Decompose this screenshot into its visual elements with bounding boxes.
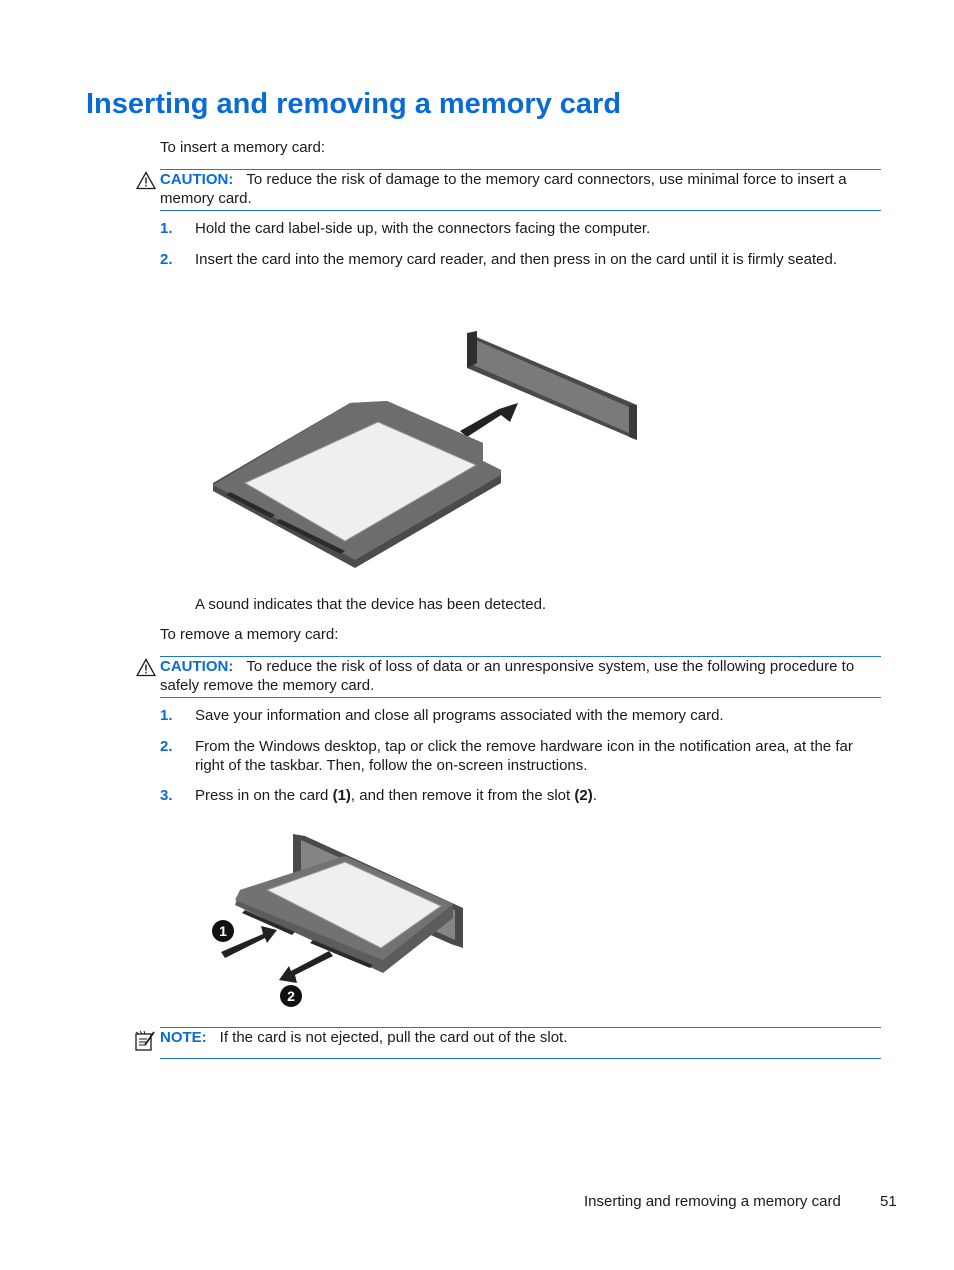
insert-step-2 [160,250,881,269]
caution-text: To reduce the risk of damage to the memory card connectors, use minimal force to insert a memory card. [160,171,847,207]
caution-icon [136,171,156,190]
caution-text: To reduce the risk of loss of data or an unresponsive system, use the following procedure to safely remove the memory card. [160,658,855,694]
insert-step-1 [160,219,881,238]
remove-intro: To remove a memory card: [160,626,339,643]
note-text: If the card is not ejected, pull the card out of the slot. [219,1029,568,1046]
step-number: 1. [160,707,173,724]
step-number: 1. [160,220,173,237]
step-text: From the Windows desktop, tap or click the remove hardware icon in the notification area, at the far right of the taskbar. Then, follow the on-screen instructions. [195,738,853,774]
callout-number: 1 [219,923,227,939]
step-number: 2. [160,738,173,755]
sound-note: A sound indicates that the device has been detected. [195,596,547,613]
step-text: Save your information and close all programs associated with the memory card. [195,707,724,724]
remove-step-2 [160,737,881,775]
caution-label: CAUTION: [160,658,234,675]
step-text: Press in on the card (1), and then remove it from the slot (2). [195,787,597,804]
remove-step-3 [160,786,881,805]
insert-card-illustration [205,325,645,575]
callout-2 [280,985,302,1007]
page-title: Inserting and removing a memory card [86,88,622,120]
insert-intro: To insert a memory card: [160,139,326,156]
note-box [160,1027,881,1059]
caution-label: CAUTION: [160,171,234,188]
step-number: 2. [160,251,173,268]
arrow-icon [279,951,333,983]
note-icon [134,1030,156,1052]
arrow-icon [460,403,518,437]
step-number: 3. [160,787,173,804]
caution-icon [136,658,156,677]
callout-number: 2 [287,988,295,1004]
note-label: NOTE: [160,1029,207,1046]
page-number: 51 [880,1193,897,1210]
step-text: Hold the card label-side up, with the connectors facing the computer. [195,220,651,237]
remove-card-illustration [205,830,475,1015]
callout-1 [212,920,234,942]
caution-insert-box [160,169,881,211]
remove-step-1 [160,706,881,725]
footer-section-title: Inserting and removing a memory card [584,1193,841,1210]
caution-remove-box [160,656,881,698]
step-text: Insert the card into the memory card reader, and then press in on the card until it is firmly seated. [195,251,837,268]
